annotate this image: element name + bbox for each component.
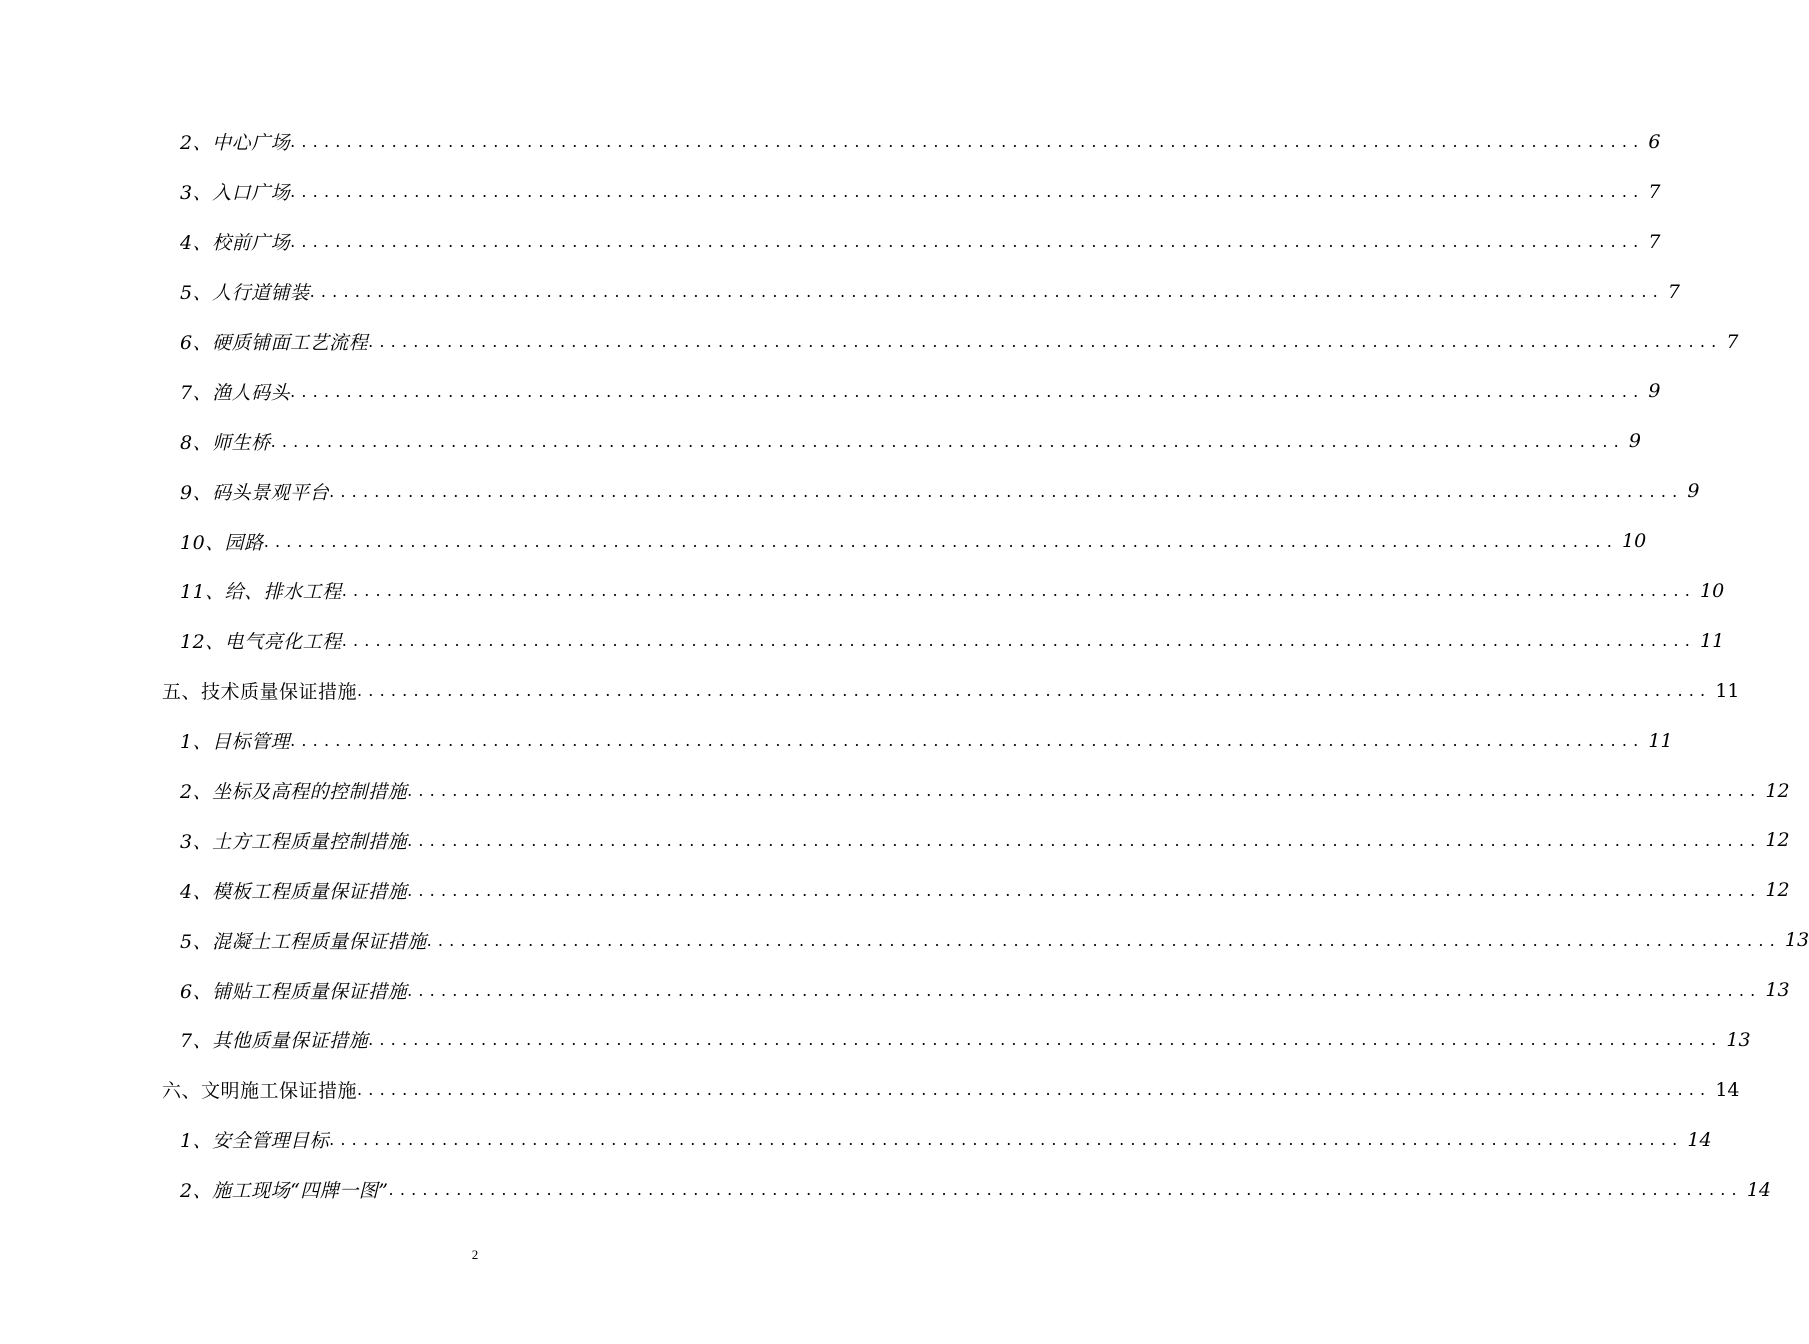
- toc-entry-page: 7: [1648, 180, 1661, 203]
- toc-entry-title: 11、给、排水工程: [180, 581, 342, 604]
- toc-dot-leader: ........................................................................................................................: [309, 282, 1664, 302]
- toc-dot-leader: ........................................................................................................................: [341, 631, 1696, 651]
- toc-entry-title: 12、电气亮化工程: [180, 631, 342, 654]
- toc-dot-leader: ........................................................................................................................: [290, 232, 1645, 252]
- toc-entry-title: 2、施工现场“四牌一图”: [180, 1180, 389, 1203]
- toc-entry-page: 7: [1667, 280, 1680, 303]
- toc-entry-page: 9: [1648, 380, 1661, 403]
- toc-entry[interactable]: [0, 865, 1790, 915]
- toc-entry-title: 1、安全管理目标: [180, 1130, 330, 1153]
- toc-dot-leader: ........................................................................................................................: [407, 781, 1762, 801]
- toc-entry-title: 5、混凝土工程质量保证措施: [180, 930, 427, 953]
- toc-entry-page: 14: [1715, 1078, 1740, 1101]
- toc-dot-leader: ........................................................................................................................: [368, 332, 1723, 351]
- toc-entry-title: 4、校前广场: [180, 232, 291, 255]
- toc-entry[interactable]: [0, 366, 1661, 416]
- toc-entry-page: 14: [1746, 1178, 1772, 1201]
- toc-dot-leader: ........................................................................................................................: [263, 531, 1618, 551]
- toc-dot-leader: ........................................................................................................................: [290, 182, 1645, 202]
- toc-entry[interactable]: [0, 217, 1661, 267]
- toc-entry[interactable]: [0, 516, 1647, 566]
- toc-entry[interactable]: [0, 167, 1661, 217]
- toc-dot-leader: ........................................................................................................................: [407, 830, 1762, 850]
- toc-entry-title: 6、铺贴工程质量保证措施: [180, 980, 408, 1003]
- toc-entry[interactable]: [0, 666, 1740, 716]
- toc-dot-leader: ........................................................................................................................: [407, 880, 1762, 900]
- toc-entry-page: 9: [1628, 430, 1641, 453]
- toc-dot-leader: ........................................................................................................................: [368, 1030, 1723, 1050]
- toc-entry-title: 五、技术质量保证措施: [162, 681, 358, 704]
- toc-entry-page: 6: [1648, 130, 1661, 153]
- toc-entry[interactable]: [0, 416, 1641, 466]
- toc-dot-leader: ........................................................................................................................: [407, 980, 1762, 1000]
- toc-dot-leader: ........................................................................................................................: [290, 731, 1645, 751]
- toc-entry[interactable]: [0, 1015, 1751, 1065]
- toc-entry-title: 8、师生桥: [180, 431, 271, 454]
- toc-entry-title: 1、目标管理: [180, 731, 291, 754]
- toc-entry[interactable]: [0, 965, 1790, 1015]
- toc-entry-title: 9、码头景观平台: [180, 481, 330, 504]
- toc-entry[interactable]: [0, 1165, 1772, 1215]
- toc-entry[interactable]: [0, 1115, 1712, 1165]
- toc-entry-page: 11: [1715, 679, 1740, 702]
- toc-entry[interactable]: [0, 915, 1809, 965]
- toc-entry-page: 12: [1765, 779, 1790, 802]
- toc-entry-page: 12: [1765, 879, 1790, 902]
- toc-entry[interactable]: [0, 267, 1680, 317]
- toc-entry-page: 7: [1648, 230, 1661, 253]
- table-of-contents: [0, 117, 1809, 1215]
- toc-entry-page: 7: [1726, 330, 1739, 353]
- toc-entry-page: 10: [1700, 579, 1725, 602]
- toc-entry-title: 10、园路: [180, 531, 264, 554]
- toc-entry-page: 10: [1622, 530, 1647, 553]
- toc-entry[interactable]: [0, 466, 1700, 516]
- toc-entry-title: 六、文明施工保证措施: [162, 1080, 358, 1103]
- toc-dot-leader: ........................................................................................................................: [341, 581, 1696, 601]
- toc-entry-page: 14: [1687, 1128, 1712, 1151]
- toc-entry-page: 13: [1784, 929, 1809, 952]
- toc-entry-page: 11: [1648, 729, 1673, 752]
- toc-dot-leader: ........................................................................................................................: [270, 431, 1625, 451]
- toc-entry[interactable]: [0, 716, 1673, 766]
- toc-dot-leader: ........................................................................................................................: [290, 381, 1645, 401]
- toc-dot-leader: ........................................................................................................................: [329, 1130, 1684, 1150]
- toc-entry-title: 5、人行道铺装: [180, 282, 310, 305]
- toc-entry-page: 12: [1765, 829, 1790, 852]
- toc-entry-title: 2、中心广场: [180, 132, 291, 155]
- toc-dot-leader: ........................................................................................................................: [329, 481, 1684, 501]
- toc-entry[interactable]: [0, 317, 1739, 367]
- toc-entry-title: 4、模板工程质量保证措施: [180, 880, 408, 903]
- toc-entry[interactable]: [0, 1065, 1740, 1115]
- toc-entry-page: 13: [1765, 979, 1790, 1002]
- toc-entry-title: 6、硬质铺面工艺流程: [180, 332, 369, 354]
- toc-entry[interactable]: [0, 766, 1790, 816]
- toc-entry-page: 9: [1687, 480, 1700, 503]
- toc-dot-leader: ........................................................................................................................: [290, 132, 1645, 152]
- toc-entry[interactable]: [0, 616, 1725, 666]
- toc-entry[interactable]: [0, 815, 1790, 865]
- toc-entry-page: 13: [1726, 1028, 1751, 1051]
- toc-entry[interactable]: [0, 117, 1661, 167]
- toc-entry-title: 7、渔人码头: [180, 381, 291, 404]
- toc-entry-title: 3、土方工程质量控制措施: [180, 830, 408, 853]
- toc-entry[interactable]: [0, 566, 1725, 616]
- toc-dot-leader: ........................................................................................................................: [357, 1080, 1712, 1100]
- page-number: 2: [471, 1247, 479, 1262]
- toc-entry-title: 2、坐标及高程的控制措施: [180, 781, 408, 804]
- toc-entry-page: 11: [1700, 629, 1725, 652]
- toc-dot-leader: ........................................................................................................................: [426, 930, 1781, 950]
- toc-dot-leader: ........................................................................................................................: [388, 1180, 1743, 1200]
- toc-entry-title: 7、其他质量保证措施: [180, 1030, 369, 1053]
- toc-dot-leader: ........................................................................................................................: [357, 681, 1712, 701]
- toc-entry-title: 3、入口广场: [180, 182, 291, 205]
